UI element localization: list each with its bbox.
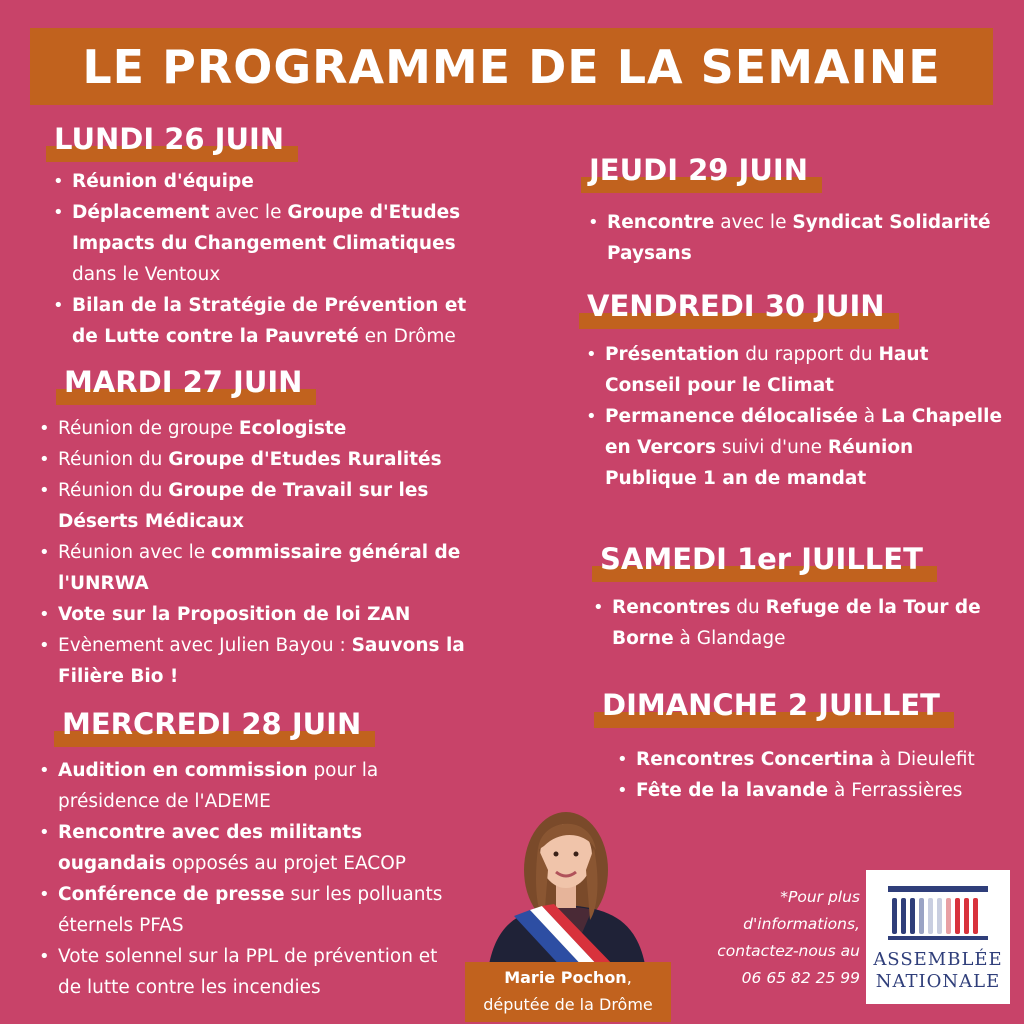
- event-text: dans le Ventoux: [72, 264, 221, 285]
- event-text: Evènement avec Julien Bayou :: [58, 635, 352, 656]
- contact-note: [680, 884, 860, 992]
- contact-line: *Pour plus: [780, 888, 860, 906]
- event-item: [36, 413, 486, 444]
- day-heading: SAMEDI 1er JUILLET: [596, 542, 927, 576]
- event-text: du: [730, 597, 766, 618]
- event-list: [36, 413, 486, 692]
- event-text-bold: Réunion d'équipe: [72, 171, 254, 192]
- event-text: à Ferrassières: [828, 780, 963, 801]
- day-samedi: [590, 542, 990, 654]
- event-item: [36, 755, 466, 817]
- event-item: [36, 537, 486, 599]
- event-text-bold: Déplacement: [72, 202, 210, 223]
- event-text: à Dieulefit: [873, 749, 975, 770]
- event-item: [50, 197, 480, 290]
- event-text-bold: Conférence de presse: [58, 884, 285, 905]
- assemblee-nationale-logo: [866, 870, 1010, 1004]
- event-text-bold: Groupe de Travail sur les Déserts Médicaux: [58, 480, 429, 532]
- event-item: [36, 817, 466, 879]
- day-heading: VENDREDI 30 JUIN: [583, 289, 889, 323]
- caption-comma: ,: [626, 968, 632, 987]
- event-text-bold: Rencontres: [612, 597, 731, 618]
- event-text-bold: Rencontre: [607, 212, 715, 233]
- event-list: [583, 339, 1003, 494]
- event-text: à: [857, 406, 882, 427]
- event-item: [50, 166, 480, 197]
- day-mardi: [36, 365, 486, 692]
- day-heading: MERCREDI 28 JUIN: [58, 707, 365, 741]
- logo-line: NATIONALE: [875, 971, 1001, 992]
- day-heading: JEUDI 29 JUIN: [585, 153, 812, 187]
- event-text: pour la présidence de l'ADEME: [58, 760, 379, 812]
- deputy-role: députée de la Drôme: [483, 995, 653, 1014]
- title-banner: [30, 28, 993, 105]
- event-text: suivi d'une: [715, 437, 828, 458]
- event-list: [585, 207, 1005, 269]
- contact-line: contactez-nous au: [717, 942, 860, 960]
- event-text: Réunion avec le: [58, 542, 212, 563]
- event-text: en Drôme: [358, 326, 456, 347]
- event-item: [36, 444, 486, 475]
- parliament-building-icon: [866, 870, 1010, 948]
- event-text: Réunion du: [58, 449, 169, 470]
- event-list: [50, 166, 480, 352]
- event-text-bold: Rencontre avec des militants ougandais: [58, 822, 363, 874]
- day-heading: MARDI 27 JUIN: [60, 365, 306, 399]
- event-text: avec le: [209, 202, 288, 223]
- event-list: [590, 592, 990, 654]
- event-item: [50, 290, 480, 352]
- event-text-bold: Bilan de la Stratégie de Prévention et de Lutte contre la Pauvreté: [72, 295, 467, 347]
- event-text-bold: Sauvons la Filière Bio !: [58, 635, 465, 687]
- event-item: [614, 744, 998, 775]
- event-text-bold: La Chapelle en Vercors: [605, 406, 1002, 458]
- deputy-name: Marie Pochon: [504, 968, 627, 987]
- event-text-bold: Vote sur la Proposition de loi ZAN: [58, 604, 411, 625]
- event-item: [583, 401, 1003, 494]
- day-lundi: [50, 122, 480, 352]
- day-mercredi: [36, 707, 466, 1003]
- event-item: [590, 592, 990, 654]
- event-text-bold: commissaire général de l'UNRWA: [58, 542, 461, 594]
- event-text: Vote solennel sur la PPL de prévention et de lutte contre les incendies: [58, 946, 438, 998]
- event-list: [614, 744, 998, 806]
- day-heading: DIMANCHE 2 JUILLET: [598, 688, 944, 722]
- event-text: opposés au projet EACOP: [165, 853, 406, 874]
- event-text-bold: Permanence délocalisée: [605, 406, 858, 427]
- event-text-bold: Réunion Publique 1 an de mandat: [605, 437, 914, 489]
- event-text: du rapport du: [739, 344, 879, 365]
- event-text-bold: Fête de la lavande: [636, 780, 829, 801]
- event-list: [36, 755, 466, 1003]
- event-item: [36, 941, 466, 1003]
- day-jeudi: [585, 153, 1005, 269]
- event-text-bold: Présentation: [605, 344, 740, 365]
- day-vendredi: [583, 289, 1003, 494]
- day-heading: LUNDI 26 JUIN: [50, 122, 288, 156]
- event-text-bold: Syndicat Solidarité Paysans: [607, 212, 991, 264]
- event-text-bold: Haut Conseil pour le Climat: [605, 344, 929, 396]
- contact-phone: 06 65 82 25 99: [741, 969, 860, 987]
- event-item: [36, 599, 486, 630]
- logo-line: ASSEMBLÉE: [873, 949, 1003, 970]
- event-text: à Glandage: [673, 628, 786, 649]
- event-item: [585, 207, 1005, 269]
- page-title: LE PROGRAMME DE LA SEMAINE: [82, 39, 941, 94]
- contact-line: d'informations,: [743, 915, 860, 933]
- event-text-bold: Ecologiste: [238, 418, 347, 439]
- event-text: Réunion de groupe: [58, 418, 239, 439]
- day-dimanche: [598, 688, 998, 806]
- event-text-bold: Audition en commission: [58, 760, 308, 781]
- event-text: avec le: [714, 212, 793, 233]
- event-text: sur les polluants éternels PFAS: [58, 884, 443, 936]
- event-item: [614, 775, 998, 806]
- deputy-photo: [478, 800, 658, 970]
- event-item: [36, 630, 486, 692]
- event-text-bold: Groupe d'Etudes Ruralités: [168, 449, 442, 470]
- event-item: [36, 879, 466, 941]
- event-text: Réunion du: [58, 480, 169, 501]
- event-item: [583, 339, 1003, 401]
- event-text-bold: Refuge de la Tour de Borne: [612, 597, 981, 649]
- event-item: [36, 475, 486, 537]
- event-text-bold: Groupe d'Etudes Impacts du Changement Climatiques: [72, 202, 461, 254]
- deputy-caption: [465, 962, 671, 1022]
- event-text-bold: Rencontres Concertina: [636, 749, 874, 770]
